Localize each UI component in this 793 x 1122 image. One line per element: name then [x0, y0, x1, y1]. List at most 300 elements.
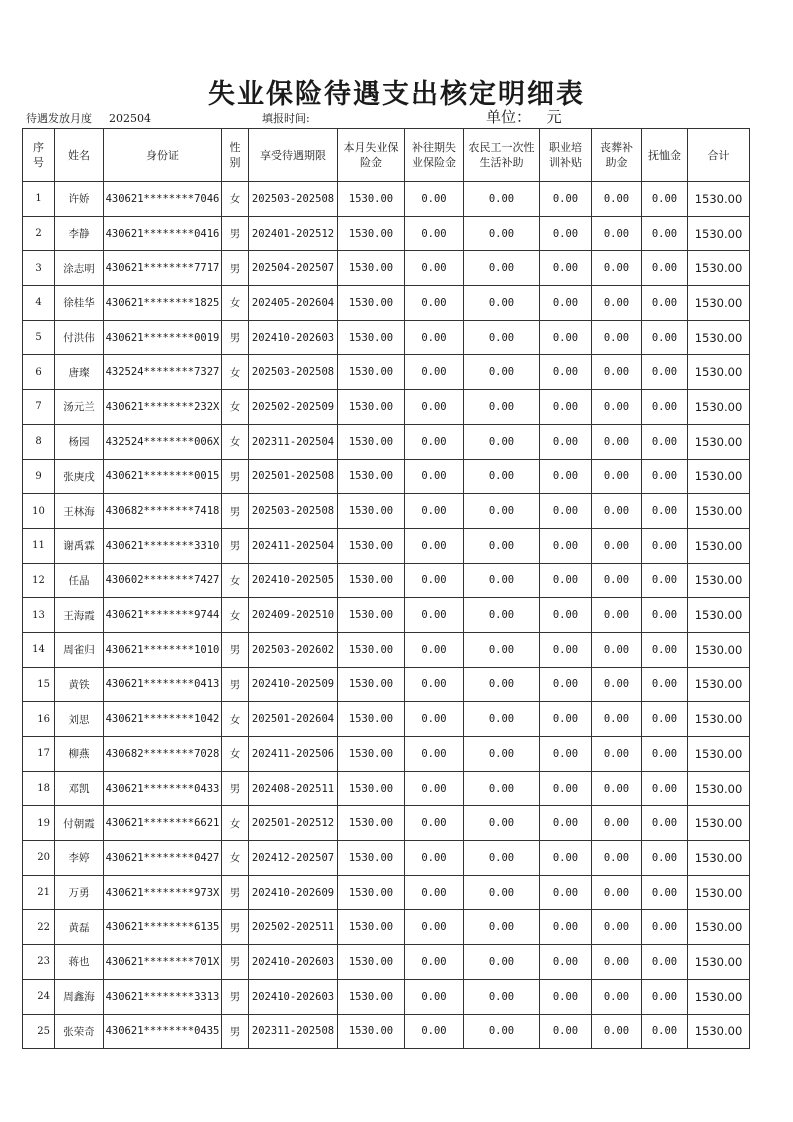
cell-name: 黄磊	[55, 910, 104, 945]
cell-back-pay: 0.00	[405, 251, 464, 286]
cell-term: 202405-202604	[249, 286, 338, 321]
cell-id: 432524********006X	[104, 424, 222, 459]
cell-name: 万勇	[55, 875, 104, 910]
cell-back-pay: 0.00	[405, 875, 464, 910]
cell-pension: 0.00	[642, 945, 688, 980]
cell-migrant: 0.00	[464, 667, 540, 702]
table-row	[23, 563, 750, 598]
cell-total: 1530.00	[688, 424, 750, 459]
cell-benefit: 1530.00	[338, 979, 405, 1014]
table-row	[23, 320, 750, 355]
cell-sex: 男	[222, 494, 249, 529]
cell-total: 1530.00	[688, 320, 750, 355]
cell-pension: 0.00	[642, 355, 688, 390]
cell-seq: 3	[23, 251, 55, 286]
cell-seq: 18	[23, 771, 55, 806]
table-row	[23, 355, 750, 390]
table-row	[23, 528, 750, 563]
cell-benefit: 1530.00	[338, 355, 405, 390]
cell-funeral: 0.00	[592, 979, 642, 1014]
cell-benefit: 1530.00	[338, 737, 405, 772]
cell-funeral: 0.00	[592, 182, 642, 217]
cell-benefit: 1530.00	[338, 320, 405, 355]
col-header-training: 职业培训补贴	[540, 129, 592, 182]
cell-training: 0.00	[540, 841, 592, 876]
cell-seq: 20	[23, 841, 55, 876]
cell-term: 202502-202509	[249, 390, 338, 425]
cell-total: 1530.00	[688, 632, 750, 667]
col-header-id: 身份证	[104, 129, 222, 182]
cell-total: 1530.00	[688, 875, 750, 910]
cell-training: 0.00	[540, 390, 592, 425]
cell-pension: 0.00	[642, 667, 688, 702]
cell-term: 202412-202507	[249, 841, 338, 876]
cell-seq: 7	[23, 390, 55, 425]
cell-migrant: 0.00	[464, 875, 540, 910]
cell-seq: 14	[23, 632, 55, 667]
cell-back-pay: 0.00	[405, 424, 464, 459]
table-row	[23, 806, 750, 841]
cell-migrant: 0.00	[464, 251, 540, 286]
cell-pension: 0.00	[642, 598, 688, 633]
cell-migrant: 0.00	[464, 1014, 540, 1049]
cell-migrant: 0.00	[464, 910, 540, 945]
col-header-migrant: 农民工一次性生活补助	[464, 129, 540, 182]
cell-term: 202311-202508	[249, 1014, 338, 1049]
cell-benefit: 1530.00	[338, 216, 405, 251]
cell-migrant: 0.00	[464, 182, 540, 217]
cell-migrant: 0.00	[464, 598, 540, 633]
cell-name: 王林海	[55, 494, 104, 529]
cell-seq: 10	[23, 494, 55, 529]
cell-seq: 23	[23, 945, 55, 980]
benefit-detail-table	[22, 128, 750, 1049]
cell-name: 付朝霞	[55, 806, 104, 841]
cell-funeral: 0.00	[592, 251, 642, 286]
cell-sex: 女	[222, 390, 249, 425]
period-label: 待遇发放月度	[26, 112, 92, 125]
cell-id: 430621********0019	[104, 320, 222, 355]
table-row	[23, 841, 750, 876]
cell-total: 1530.00	[688, 216, 750, 251]
cell-name: 王海霞	[55, 598, 104, 633]
cell-id: 430621********7717	[104, 251, 222, 286]
table-row	[23, 667, 750, 702]
table-row	[23, 598, 750, 633]
cell-total: 1530.00	[688, 910, 750, 945]
cell-back-pay: 0.00	[405, 216, 464, 251]
cell-training: 0.00	[540, 528, 592, 563]
cell-pension: 0.00	[642, 806, 688, 841]
cell-seq: 1	[23, 182, 55, 217]
cell-name: 许娇	[55, 182, 104, 217]
cell-seq: 4	[23, 286, 55, 321]
cell-term: 202503-202508	[249, 494, 338, 529]
cell-seq: 2	[23, 216, 55, 251]
cell-pension: 0.00	[642, 216, 688, 251]
cell-name: 杨园	[55, 424, 104, 459]
cell-benefit: 1530.00	[338, 875, 405, 910]
cell-back-pay: 0.00	[405, 320, 464, 355]
cell-training: 0.00	[540, 737, 592, 772]
cell-funeral: 0.00	[592, 494, 642, 529]
cell-term: 202503-202508	[249, 182, 338, 217]
cell-funeral: 0.00	[592, 1014, 642, 1049]
cell-seq: 8	[23, 424, 55, 459]
unit-value: 元	[546, 108, 562, 126]
cell-seq: 5	[23, 320, 55, 355]
cell-benefit: 1530.00	[338, 841, 405, 876]
cell-migrant: 0.00	[464, 355, 540, 390]
cell-sex: 女	[222, 286, 249, 321]
cell-training: 0.00	[540, 251, 592, 286]
cell-total: 1530.00	[688, 494, 750, 529]
table-row	[23, 771, 750, 806]
cell-back-pay: 0.00	[405, 771, 464, 806]
cell-funeral: 0.00	[592, 355, 642, 390]
cell-funeral: 0.00	[592, 910, 642, 945]
col-header-seq: 序号	[23, 129, 55, 182]
cell-pension: 0.00	[642, 286, 688, 321]
cell-seq: 25	[23, 1014, 55, 1049]
cell-training: 0.00	[540, 632, 592, 667]
cell-seq: 17	[23, 737, 55, 772]
cell-benefit: 1530.00	[338, 806, 405, 841]
cell-total: 1530.00	[688, 737, 750, 772]
cell-total: 1530.00	[688, 1014, 750, 1049]
cell-sex: 男	[222, 945, 249, 980]
cell-migrant: 0.00	[464, 945, 540, 980]
cell-funeral: 0.00	[592, 286, 642, 321]
cell-benefit: 1530.00	[338, 424, 405, 459]
cell-pension: 0.00	[642, 771, 688, 806]
cell-id: 430621********0427	[104, 841, 222, 876]
cell-seq: 11	[23, 528, 55, 563]
cell-seq: 6	[23, 355, 55, 390]
cell-term: 202503-202508	[249, 355, 338, 390]
cell-sex: 女	[222, 182, 249, 217]
cell-migrant: 0.00	[464, 494, 540, 529]
cell-pension: 0.00	[642, 1014, 688, 1049]
cell-total: 1530.00	[688, 286, 750, 321]
cell-id: 430621********1042	[104, 702, 222, 737]
cell-funeral: 0.00	[592, 632, 642, 667]
cell-back-pay: 0.00	[405, 355, 464, 390]
cell-back-pay: 0.00	[405, 1014, 464, 1049]
col-header-name: 姓名	[55, 129, 104, 182]
unit-info	[486, 106, 562, 127]
cell-training: 0.00	[540, 979, 592, 1014]
cell-term: 202410-202609	[249, 875, 338, 910]
cell-back-pay: 0.00	[405, 737, 464, 772]
cell-term: 202410-202509	[249, 667, 338, 702]
cell-id: 430621********6135	[104, 910, 222, 945]
cell-back-pay: 0.00	[405, 806, 464, 841]
cell-pension: 0.00	[642, 563, 688, 598]
cell-total: 1530.00	[688, 355, 750, 390]
cell-seq: 16	[23, 702, 55, 737]
cell-term: 202503-202602	[249, 632, 338, 667]
cell-sex: 男	[222, 216, 249, 251]
cell-training: 0.00	[540, 216, 592, 251]
cell-name: 谢禹霖	[55, 528, 104, 563]
table-row	[23, 251, 750, 286]
cell-pension: 0.00	[642, 875, 688, 910]
cell-term: 202409-202510	[249, 598, 338, 633]
cell-funeral: 0.00	[592, 390, 642, 425]
cell-id: 430621********9744	[104, 598, 222, 633]
cell-training: 0.00	[540, 1014, 592, 1049]
cell-term: 202411-202506	[249, 737, 338, 772]
cell-sex: 男	[222, 632, 249, 667]
cell-back-pay: 0.00	[405, 632, 464, 667]
cell-total: 1530.00	[688, 667, 750, 702]
cell-id: 430621********7046	[104, 182, 222, 217]
cell-back-pay: 0.00	[405, 945, 464, 980]
col-header-funeral: 丧葬补助金	[592, 129, 642, 182]
cell-id: 430621********0413	[104, 667, 222, 702]
table-row	[23, 702, 750, 737]
cell-name: 周雀归	[55, 632, 104, 667]
cell-total: 1530.00	[688, 598, 750, 633]
cell-id: 430621********973X	[104, 875, 222, 910]
cell-back-pay: 0.00	[405, 286, 464, 321]
table-row	[23, 286, 750, 321]
cell-name: 张庚戌	[55, 459, 104, 494]
cell-funeral: 0.00	[592, 320, 642, 355]
cell-training: 0.00	[540, 355, 592, 390]
cell-back-pay: 0.00	[405, 598, 464, 633]
cell-id: 430682********7028	[104, 737, 222, 772]
cell-sex: 男	[222, 875, 249, 910]
cell-name: 任晶	[55, 563, 104, 598]
table-row	[23, 875, 750, 910]
cell-back-pay: 0.00	[405, 459, 464, 494]
cell-training: 0.00	[540, 702, 592, 737]
cell-seq: 24	[23, 979, 55, 1014]
cell-total: 1530.00	[688, 182, 750, 217]
cell-migrant: 0.00	[464, 390, 540, 425]
cell-total: 1530.00	[688, 806, 750, 841]
cell-id: 430621********1010	[104, 632, 222, 667]
col-header-benefit: 本月失业保险金	[338, 129, 405, 182]
cell-funeral: 0.00	[592, 528, 642, 563]
cell-migrant: 0.00	[464, 771, 540, 806]
cell-benefit: 1530.00	[338, 945, 405, 980]
cell-id: 430602********7427	[104, 563, 222, 598]
cell-pension: 0.00	[642, 494, 688, 529]
cell-sex: 男	[222, 667, 249, 702]
cell-term: 202410-202505	[249, 563, 338, 598]
cell-total: 1530.00	[688, 979, 750, 1014]
cell-total: 1530.00	[688, 702, 750, 737]
cell-total: 1530.00	[688, 841, 750, 876]
cell-id: 430621********0015	[104, 459, 222, 494]
cell-name: 周鑫海	[55, 979, 104, 1014]
cell-funeral: 0.00	[592, 598, 642, 633]
cell-sex: 女	[222, 355, 249, 390]
cell-benefit: 1530.00	[338, 494, 405, 529]
cell-name: 汤元兰	[55, 390, 104, 425]
cell-id: 430621********1825	[104, 286, 222, 321]
cell-benefit: 1530.00	[338, 390, 405, 425]
table-row	[23, 494, 750, 529]
table-row	[23, 459, 750, 494]
cell-pension: 0.00	[642, 737, 688, 772]
cell-term: 202501-202512	[249, 806, 338, 841]
cell-term: 202410-202603	[249, 320, 338, 355]
cell-pension: 0.00	[642, 910, 688, 945]
cell-id: 430621********3313	[104, 979, 222, 1014]
cell-migrant: 0.00	[464, 286, 540, 321]
cell-sex: 男	[222, 459, 249, 494]
period-value: 202504	[109, 112, 151, 125]
table-row	[23, 424, 750, 459]
cell-name: 付洪伟	[55, 320, 104, 355]
cell-pension: 0.00	[642, 528, 688, 563]
cell-pension: 0.00	[642, 841, 688, 876]
cell-term: 202311-202504	[249, 424, 338, 459]
cell-name: 涂志明	[55, 251, 104, 286]
cell-benefit: 1530.00	[338, 251, 405, 286]
cell-sex: 女	[222, 841, 249, 876]
cell-sex: 女	[222, 598, 249, 633]
cell-sex: 女	[222, 563, 249, 598]
cell-id: 430621********701X	[104, 945, 222, 980]
cell-back-pay: 0.00	[405, 528, 464, 563]
period-info	[26, 110, 151, 126]
cell-training: 0.00	[540, 806, 592, 841]
cell-funeral: 0.00	[592, 841, 642, 876]
cell-id: 432524********7327	[104, 355, 222, 390]
cell-back-pay: 0.00	[405, 979, 464, 1014]
cell-funeral: 0.00	[592, 737, 642, 772]
cell-seq: 19	[23, 806, 55, 841]
cell-migrant: 0.00	[464, 737, 540, 772]
cell-benefit: 1530.00	[338, 286, 405, 321]
cell-benefit: 1530.00	[338, 667, 405, 702]
cell-migrant: 0.00	[464, 563, 540, 598]
col-header-term: 享受待遇期限	[249, 129, 338, 182]
table-header-row	[23, 129, 750, 182]
cell-sex: 男	[222, 1014, 249, 1049]
cell-migrant: 0.00	[464, 528, 540, 563]
cell-term: 202410-202603	[249, 945, 338, 980]
cell-benefit: 1530.00	[338, 182, 405, 217]
cell-total: 1530.00	[688, 771, 750, 806]
col-header-total: 合计	[688, 129, 750, 182]
cell-funeral: 0.00	[592, 667, 642, 702]
table-row	[23, 632, 750, 667]
cell-id: 430621********6621	[104, 806, 222, 841]
cell-total: 1530.00	[688, 251, 750, 286]
col-header-pension: 抚恤金	[642, 129, 688, 182]
cell-seq: 15	[23, 667, 55, 702]
cell-pension: 0.00	[642, 459, 688, 494]
cell-sex: 男	[222, 979, 249, 1014]
cell-training: 0.00	[540, 320, 592, 355]
fill-time-label: 填报时间:	[262, 112, 310, 125]
cell-benefit: 1530.00	[338, 528, 405, 563]
cell-training: 0.00	[540, 459, 592, 494]
cell-benefit: 1530.00	[338, 910, 405, 945]
cell-benefit: 1530.00	[338, 459, 405, 494]
cell-funeral: 0.00	[592, 459, 642, 494]
cell-sex: 女	[222, 737, 249, 772]
cell-name: 刘思	[55, 702, 104, 737]
table-row	[23, 910, 750, 945]
cell-training: 0.00	[540, 424, 592, 459]
cell-name: 柳燕	[55, 737, 104, 772]
cell-back-pay: 0.00	[405, 702, 464, 737]
cell-back-pay: 0.00	[405, 390, 464, 425]
cell-total: 1530.00	[688, 528, 750, 563]
table-row	[23, 216, 750, 251]
cell-total: 1530.00	[688, 390, 750, 425]
cell-pension: 0.00	[642, 632, 688, 667]
cell-name: 蒋也	[55, 945, 104, 980]
cell-funeral: 0.00	[592, 945, 642, 980]
table-row	[23, 390, 750, 425]
cell-pension: 0.00	[642, 424, 688, 459]
cell-term: 202501-202508	[249, 459, 338, 494]
cell-funeral: 0.00	[592, 563, 642, 598]
cell-name: 李静	[55, 216, 104, 251]
cell-funeral: 0.00	[592, 424, 642, 459]
cell-sex: 女	[222, 806, 249, 841]
cell-sex: 男	[222, 910, 249, 945]
cell-id: 430682********7418	[104, 494, 222, 529]
cell-training: 0.00	[540, 910, 592, 945]
cell-training: 0.00	[540, 598, 592, 633]
cell-name: 邓凯	[55, 771, 104, 806]
cell-migrant: 0.00	[464, 216, 540, 251]
cell-pension: 0.00	[642, 251, 688, 286]
cell-back-pay: 0.00	[405, 667, 464, 702]
cell-migrant: 0.00	[464, 632, 540, 667]
cell-pension: 0.00	[642, 320, 688, 355]
cell-name: 徐桂华	[55, 286, 104, 321]
table-row	[23, 182, 750, 217]
cell-seq: 21	[23, 875, 55, 910]
cell-migrant: 0.00	[464, 459, 540, 494]
cell-training: 0.00	[540, 667, 592, 702]
cell-id: 430621********0433	[104, 771, 222, 806]
cell-funeral: 0.00	[592, 771, 642, 806]
cell-seq: 9	[23, 459, 55, 494]
cell-funeral: 0.00	[592, 702, 642, 737]
page-title: 失业保险待遇支出核定明细表	[208, 79, 585, 110]
cell-funeral: 0.00	[592, 875, 642, 910]
cell-migrant: 0.00	[464, 979, 540, 1014]
cell-training: 0.00	[540, 494, 592, 529]
cell-term: 202501-202604	[249, 702, 338, 737]
cell-id: 430621********3310	[104, 528, 222, 563]
cell-name: 李婷	[55, 841, 104, 876]
cell-migrant: 0.00	[464, 320, 540, 355]
cell-seq: 12	[23, 563, 55, 598]
cell-back-pay: 0.00	[405, 841, 464, 876]
cell-term: 202410-202603	[249, 979, 338, 1014]
cell-training: 0.00	[540, 182, 592, 217]
cell-term: 202408-202511	[249, 771, 338, 806]
cell-sex: 男	[222, 251, 249, 286]
cell-training: 0.00	[540, 771, 592, 806]
table-row	[23, 737, 750, 772]
col-header-back-pay: 补往期失业保险金	[405, 129, 464, 182]
cell-pension: 0.00	[642, 702, 688, 737]
cell-back-pay: 0.00	[405, 563, 464, 598]
